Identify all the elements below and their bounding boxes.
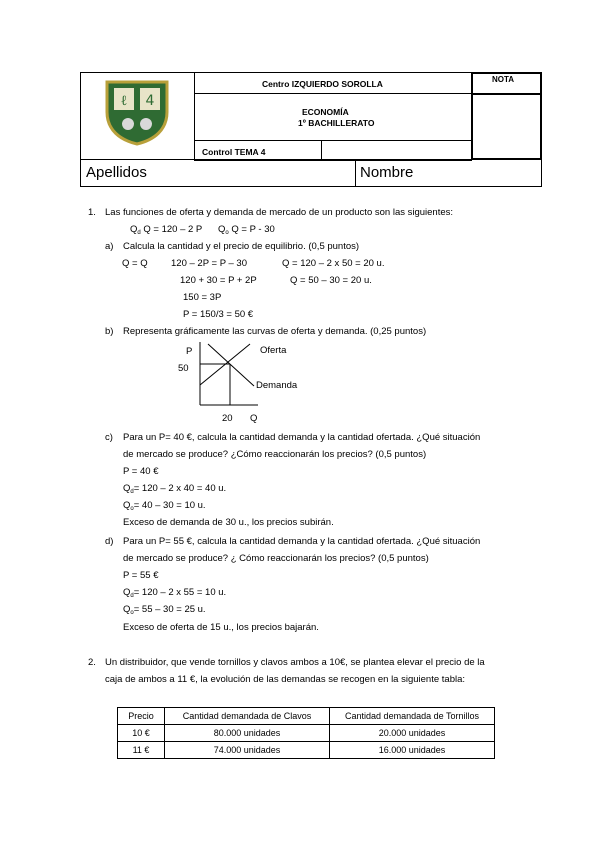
q1a-line2b: Q = 50 – 30 = 20 u.	[290, 275, 372, 286]
q1-fn-qd: $Q_d$ Q = 120 – 2 P	[130, 224, 203, 236]
table-header-row	[118, 708, 495, 725]
q2-line1: Un distribuidor, que vende tornillos y clavos ambos a 10€, se plantea elevar el precio de la	[105, 657, 485, 668]
demand-table	[117, 707, 495, 759]
table-cell: 16.000 unidades	[330, 742, 495, 759]
q1a-line2a: 120 + 30 = P + 2P	[180, 275, 257, 286]
q1d-line2: de mercado se produce? ¿ Cómo reaccionarán los precios? (0,5 puntos)	[123, 553, 429, 564]
q1c-line2: de mercado se produce? ¿Cómo reaccionarán los precios? (0,5 puntos)	[123, 449, 427, 460]
q2-line2: caja de ambos a 11 €, la evolución de las demandas se recogen en la siguiente tabla:	[105, 674, 466, 685]
table-cell: 11 €	[118, 742, 165, 759]
qty-tick-label: 20	[222, 413, 233, 424]
svg-text:ℓ: ℓ	[120, 93, 128, 109]
q1a-label: a)	[105, 241, 114, 252]
q1a-line3: 150 = 3P	[183, 292, 222, 303]
q1b-text: Representa gráficamente las curvas de oferta y demanda. (0,25 puntos)	[123, 326, 427, 337]
q1c-r4: Exceso de demanda de 30 u., los precios subirán.	[123, 517, 334, 528]
q1a-line4: P = 150/3 = 50 €	[183, 309, 254, 320]
q1d-r1: P = 55 €	[123, 570, 159, 581]
nota-label: NOTA	[492, 75, 515, 84]
q1a-text: Calcula la cantidad y el precio de equilibrio. (0,5 puntos)	[123, 241, 360, 252]
demand-curve	[208, 344, 254, 386]
demand-label: Demanda	[256, 380, 298, 391]
table-cell: 20.000 unidades	[330, 725, 495, 742]
q1d-r4: Exceso de oferta de 15 u., los precios bajarán.	[123, 622, 319, 633]
control-label: Control TEMA 4	[202, 147, 266, 157]
q1c-line1: Para un P= 40 €, calcula la cantidad demanda y la cantidad ofertada. ¿Qué situación	[123, 432, 481, 443]
table-row	[118, 742, 495, 759]
p-axis-label: P	[186, 346, 193, 357]
table-cell: 10 €	[118, 725, 165, 742]
q1a-line1a: Q = Q	[122, 258, 148, 269]
q1d-r2: $Q_d= 120 - 2$ x 55 = 10 u.	[123, 587, 227, 599]
q1d-r3: $Q_o= 55 - 30 = 25$ u.	[123, 604, 206, 616]
q1a-line1b: 120 – 2P = P – 30	[171, 258, 247, 269]
q1c-r1: P = 40 €	[123, 466, 159, 477]
q1c-r2: $Q_d= 120 - 2$ x 40 = 40 u.	[123, 483, 227, 495]
school-name: Centro IZQUIERDO SOROLLA	[262, 79, 383, 89]
q1a-line1c: Q = 120 – 2 x 50 = 20 u.	[282, 258, 385, 269]
table-cell: 80.000 unidades	[165, 725, 330, 742]
nota-divider	[471, 93, 542, 95]
q1-number: 1.	[88, 207, 96, 218]
q1d-line1: Para un P= 55 €, calcula la cantidad demanda y la cantidad ofertada. ¿Qué situación	[123, 536, 481, 547]
q1c-r3: $Q_o= 40 - 30 = 10$ u.	[123, 500, 206, 512]
q1-fn-qo: $Q_o$ Q = P - 30	[218, 224, 275, 236]
table-header-cell: Cantidad demandada de Tornillos	[330, 708, 495, 725]
control-blank-cell	[321, 140, 472, 161]
surname-label: Apellidos	[86, 164, 147, 181]
q2-number: 2.	[88, 657, 96, 668]
supply-demand-graph	[170, 338, 310, 428]
table-row	[118, 725, 495, 742]
svg-text:4: 4	[145, 93, 155, 109]
q1d-label: d)	[105, 536, 114, 547]
q1b-label: b)	[105, 326, 114, 337]
school-logo	[104, 78, 170, 146]
table-cell: 74.000 unidades	[165, 742, 330, 759]
table-header-cell: Cantidad demandada de Clavos	[165, 708, 330, 725]
name-label: Nombre	[360, 164, 414, 181]
supply-label: Oferta	[260, 345, 287, 356]
q1-text: Las funciones de oferta y demanda de mercado de un producto son las siguientes:	[105, 207, 454, 218]
price-tick-label: 50	[178, 363, 189, 374]
level: 1º BACHILLERATO	[298, 118, 375, 128]
subject: ECONOMÍA	[302, 107, 349, 117]
q-axis-label: Q	[250, 413, 258, 424]
q1c-label: c)	[105, 432, 113, 443]
table-header-cell: Precio	[118, 708, 165, 725]
